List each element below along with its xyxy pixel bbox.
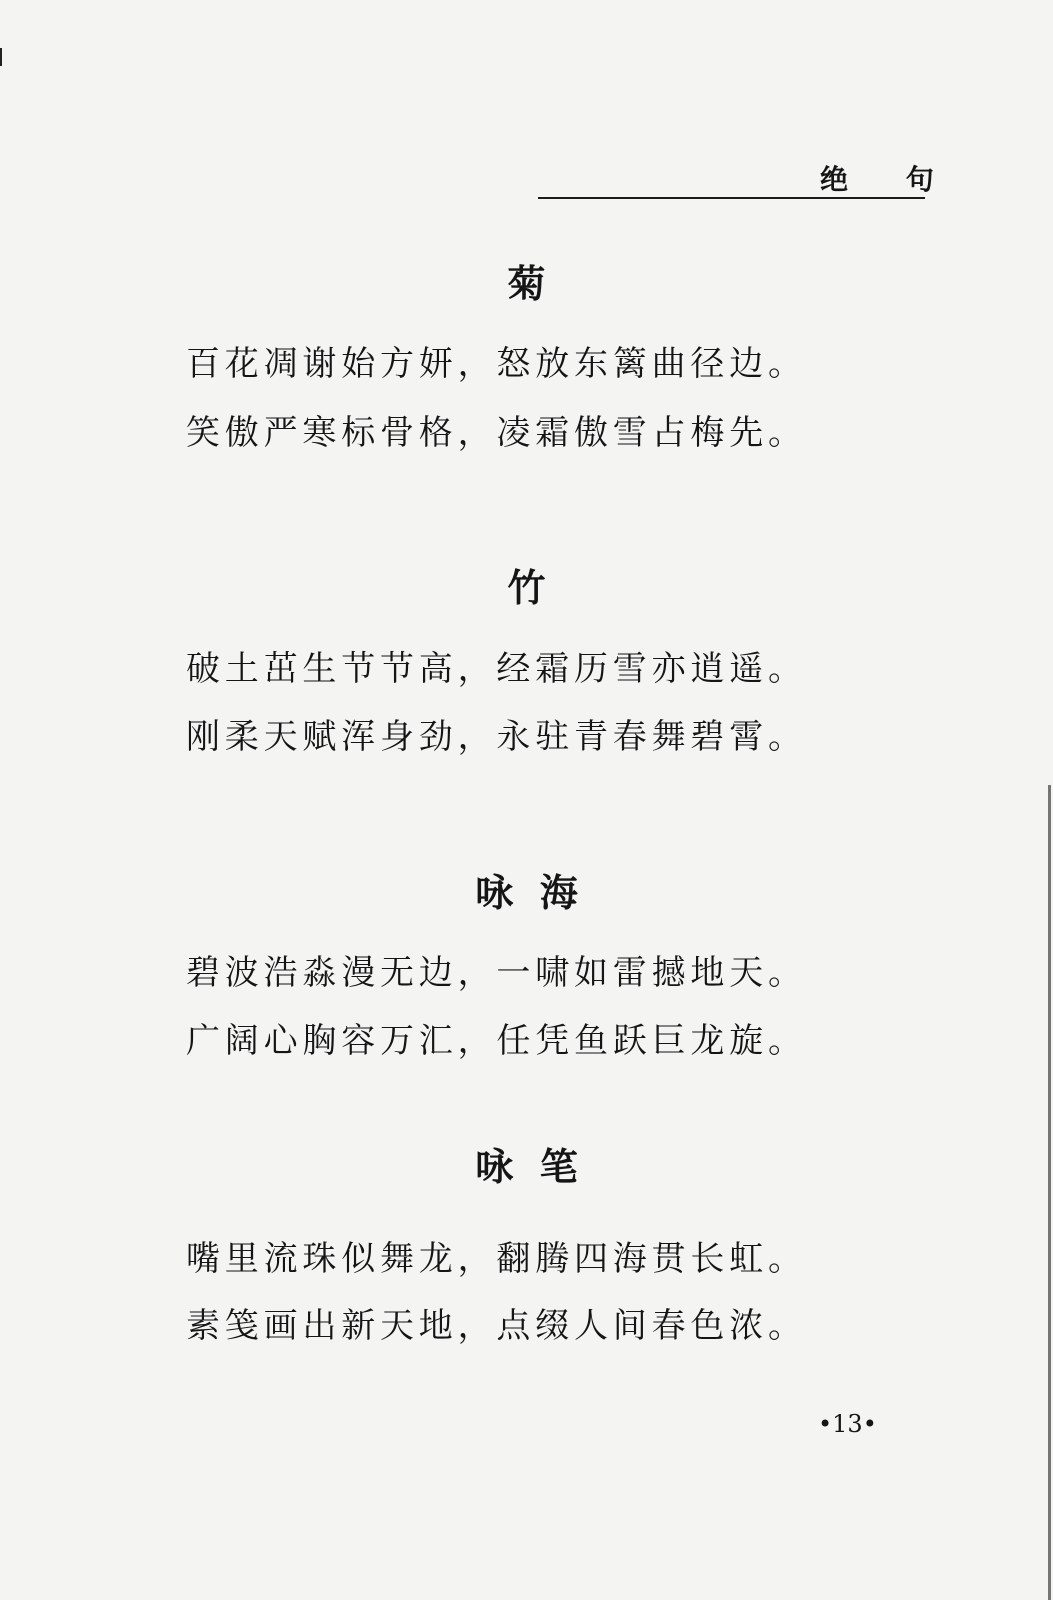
running-header: 绝 句	[820, 163, 958, 196]
poem-line: 碧波浩淼漫无边，一啸如雷撼地天。	[186, 953, 807, 993]
poem-title-yong-bi: 咏 笔	[475, 1144, 578, 1189]
poem-line: 广阔心胸容万汇，任凭鱼跃巨龙旋。	[186, 1021, 807, 1061]
poem-line: 素笺画出新天地，点缀人间春色浓。	[186, 1306, 807, 1346]
poem-line: 笑傲严寒标骨格，凌霜傲雪占梅先。	[186, 413, 807, 453]
poem-title-zhu: 竹	[507, 565, 546, 610]
header-rule	[538, 197, 925, 199]
poem-title-yong-hai: 咏 海	[475, 870, 578, 915]
poem-line: 破土茁生节节高，经霜历雪亦逍遥。	[186, 649, 807, 689]
poem-title-ju: 菊	[507, 261, 546, 306]
page-number: •13•	[818, 1410, 877, 1438]
poem-line: 百花凋谢始方妍，怒放东篱曲径边。	[186, 344, 807, 384]
poem-line: 嘴里流珠似舞龙，翻腾四海贯长虹。	[186, 1239, 807, 1279]
left-edge-mark	[0, 48, 2, 66]
poem-line: 刚柔天赋浑身劲，永驻青春舞碧霄。	[186, 717, 807, 757]
